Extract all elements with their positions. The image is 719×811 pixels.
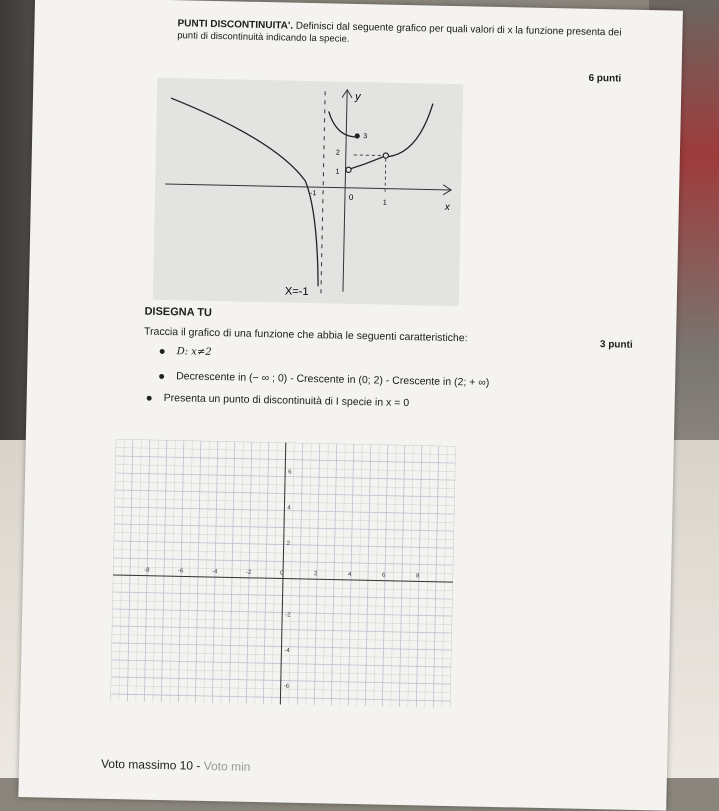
footer-main: Voto massimo 10 - (100, 756, 204, 773)
grid-line-vertical (221, 441, 226, 703)
grid-line-vertical (263, 442, 268, 704)
graph1-x-label: x (444, 201, 450, 213)
grid-line-vertical (450, 446, 455, 708)
grid-line-vertical (442, 446, 447, 708)
grid-line-vertical (161, 440, 166, 702)
grid-line-vertical (110, 439, 115, 701)
grid2-y-tick-label: -4 (284, 647, 290, 655)
grid-line-vertical (238, 442, 243, 704)
bullet-domain-text: D: x≠2 (176, 346, 212, 358)
footer-faded: Voto min (203, 758, 251, 774)
curve-right-branch (388, 103, 433, 158)
dashed-guide-horizontal (354, 155, 382, 156)
grid-line-vertical (187, 441, 192, 703)
grid-line-vertical (297, 443, 302, 705)
open-point-1 (346, 167, 351, 172)
grid2-y-tick-label: 2 (286, 540, 291, 547)
grid-line-vertical (323, 443, 328, 705)
bullet-dot (160, 349, 165, 354)
graph1-label-neg1: -1 (309, 190, 317, 198)
grid2-y-tick-label: 4 (287, 505, 291, 512)
grid-line-vertical (153, 440, 158, 702)
grid-line-vertical (170, 440, 175, 702)
exercise1-heading: PUNTI DISCONTINUITA'. (177, 18, 294, 32)
graph1-label-x1: 1 (382, 199, 387, 207)
curve-middle-lower (348, 156, 384, 171)
grid2-x-tick-label: 8 (415, 573, 420, 580)
grid-line-vertical (391, 445, 396, 707)
footer-text (101, 757, 251, 774)
bullet-monotonic-text: Decrescente in (− ∞ ; 0) - Crescente in (0; 2) - Crescente in (2; + ∞) (176, 370, 490, 389)
graph1-label-3: 3 (363, 133, 368, 141)
bullet-discontinuity-text: Presenta un punto di discontinuità di I specie in x = 0 (163, 391, 410, 410)
vertical-asymptote (321, 91, 325, 293)
grid-line-vertical (374, 445, 379, 707)
curve-middle-upper (328, 111, 357, 137)
exercise1-subtitle: punti di discontinuità indicando la specie. (177, 30, 350, 45)
bullet-dot (147, 395, 152, 400)
grid2-x-tick-label: 2 (313, 571, 318, 578)
exercise1-points: 6 punti (588, 72, 622, 85)
grid-line-vertical (204, 441, 209, 703)
exercise2-points: 3 punti (599, 339, 633, 351)
grid-line-vertical (399, 445, 404, 707)
graph1-label-1: 1 (335, 168, 340, 176)
grid2-y-tick-label: -2 (285, 612, 291, 619)
graph1-origin-label: 0 (348, 192, 354, 202)
graph1-label-2: 2 (335, 149, 340, 157)
grid-line-vertical (331, 444, 336, 706)
grid-line-vertical (272, 442, 277, 704)
grid-line-vertical (306, 443, 311, 705)
discontinuity-graph (153, 78, 464, 306)
grid-line-vertical (425, 446, 430, 708)
grid-line-vertical (119, 439, 124, 701)
bullet-discontinuity (147, 392, 410, 409)
grid-line-vertical (365, 444, 370, 706)
bullet-monotonic (159, 370, 489, 389)
grid-line-vertical (357, 444, 362, 706)
exercise2-heading: DISEGNA TU (144, 305, 213, 319)
open-point-2 (383, 153, 388, 158)
worksheet (18, 0, 683, 811)
filled-point (355, 133, 360, 138)
grid-line-vertical (229, 441, 234, 703)
grid-line-vertical (408, 445, 413, 707)
asymptote-label: X=-1 (284, 285, 309, 299)
graph1-y-axis (343, 90, 347, 292)
grid2-x-tick-label: -6 (178, 568, 184, 575)
exercise2-instruction: Traccia il grafico di una funzione che abbia le seguenti caratteristiche: (143, 325, 468, 345)
bullet-domain (160, 345, 212, 358)
grid-line-vertical (286, 443, 294, 705)
exercise1-description: Definisci dal seguente grafico per quali valori di x la funzione presenta dei (295, 20, 622, 39)
grid-line-vertical (127, 439, 132, 701)
grid-line-vertical (136, 440, 141, 702)
curve-left-branch (167, 98, 322, 286)
grid2-x-tick-label: -8 (144, 567, 150, 574)
grid2-y-tick-label: 6 (288, 469, 292, 476)
dashed-guide-vertical (385, 159, 386, 193)
bullet-dot (159, 374, 164, 379)
grid-line-vertical (340, 444, 345, 706)
empty-cartesian-grid[interactable] (110, 439, 455, 708)
grid-line-vertical (255, 442, 260, 704)
grid2-x-tick-label: 0 (279, 570, 284, 577)
grid2-x-tick-label: -4 (212, 569, 218, 576)
grid2-x-tick-label: -2 (246, 569, 252, 576)
grid2-y-tick-label: -6 (283, 683, 290, 690)
grid2-x-tick-label: 4 (347, 571, 352, 578)
grid-line-vertical (433, 446, 438, 708)
grid-line-vertical (195, 441, 200, 703)
grid2-x-tick-label: 6 (381, 572, 386, 579)
graph1-y-label: y (354, 90, 361, 104)
